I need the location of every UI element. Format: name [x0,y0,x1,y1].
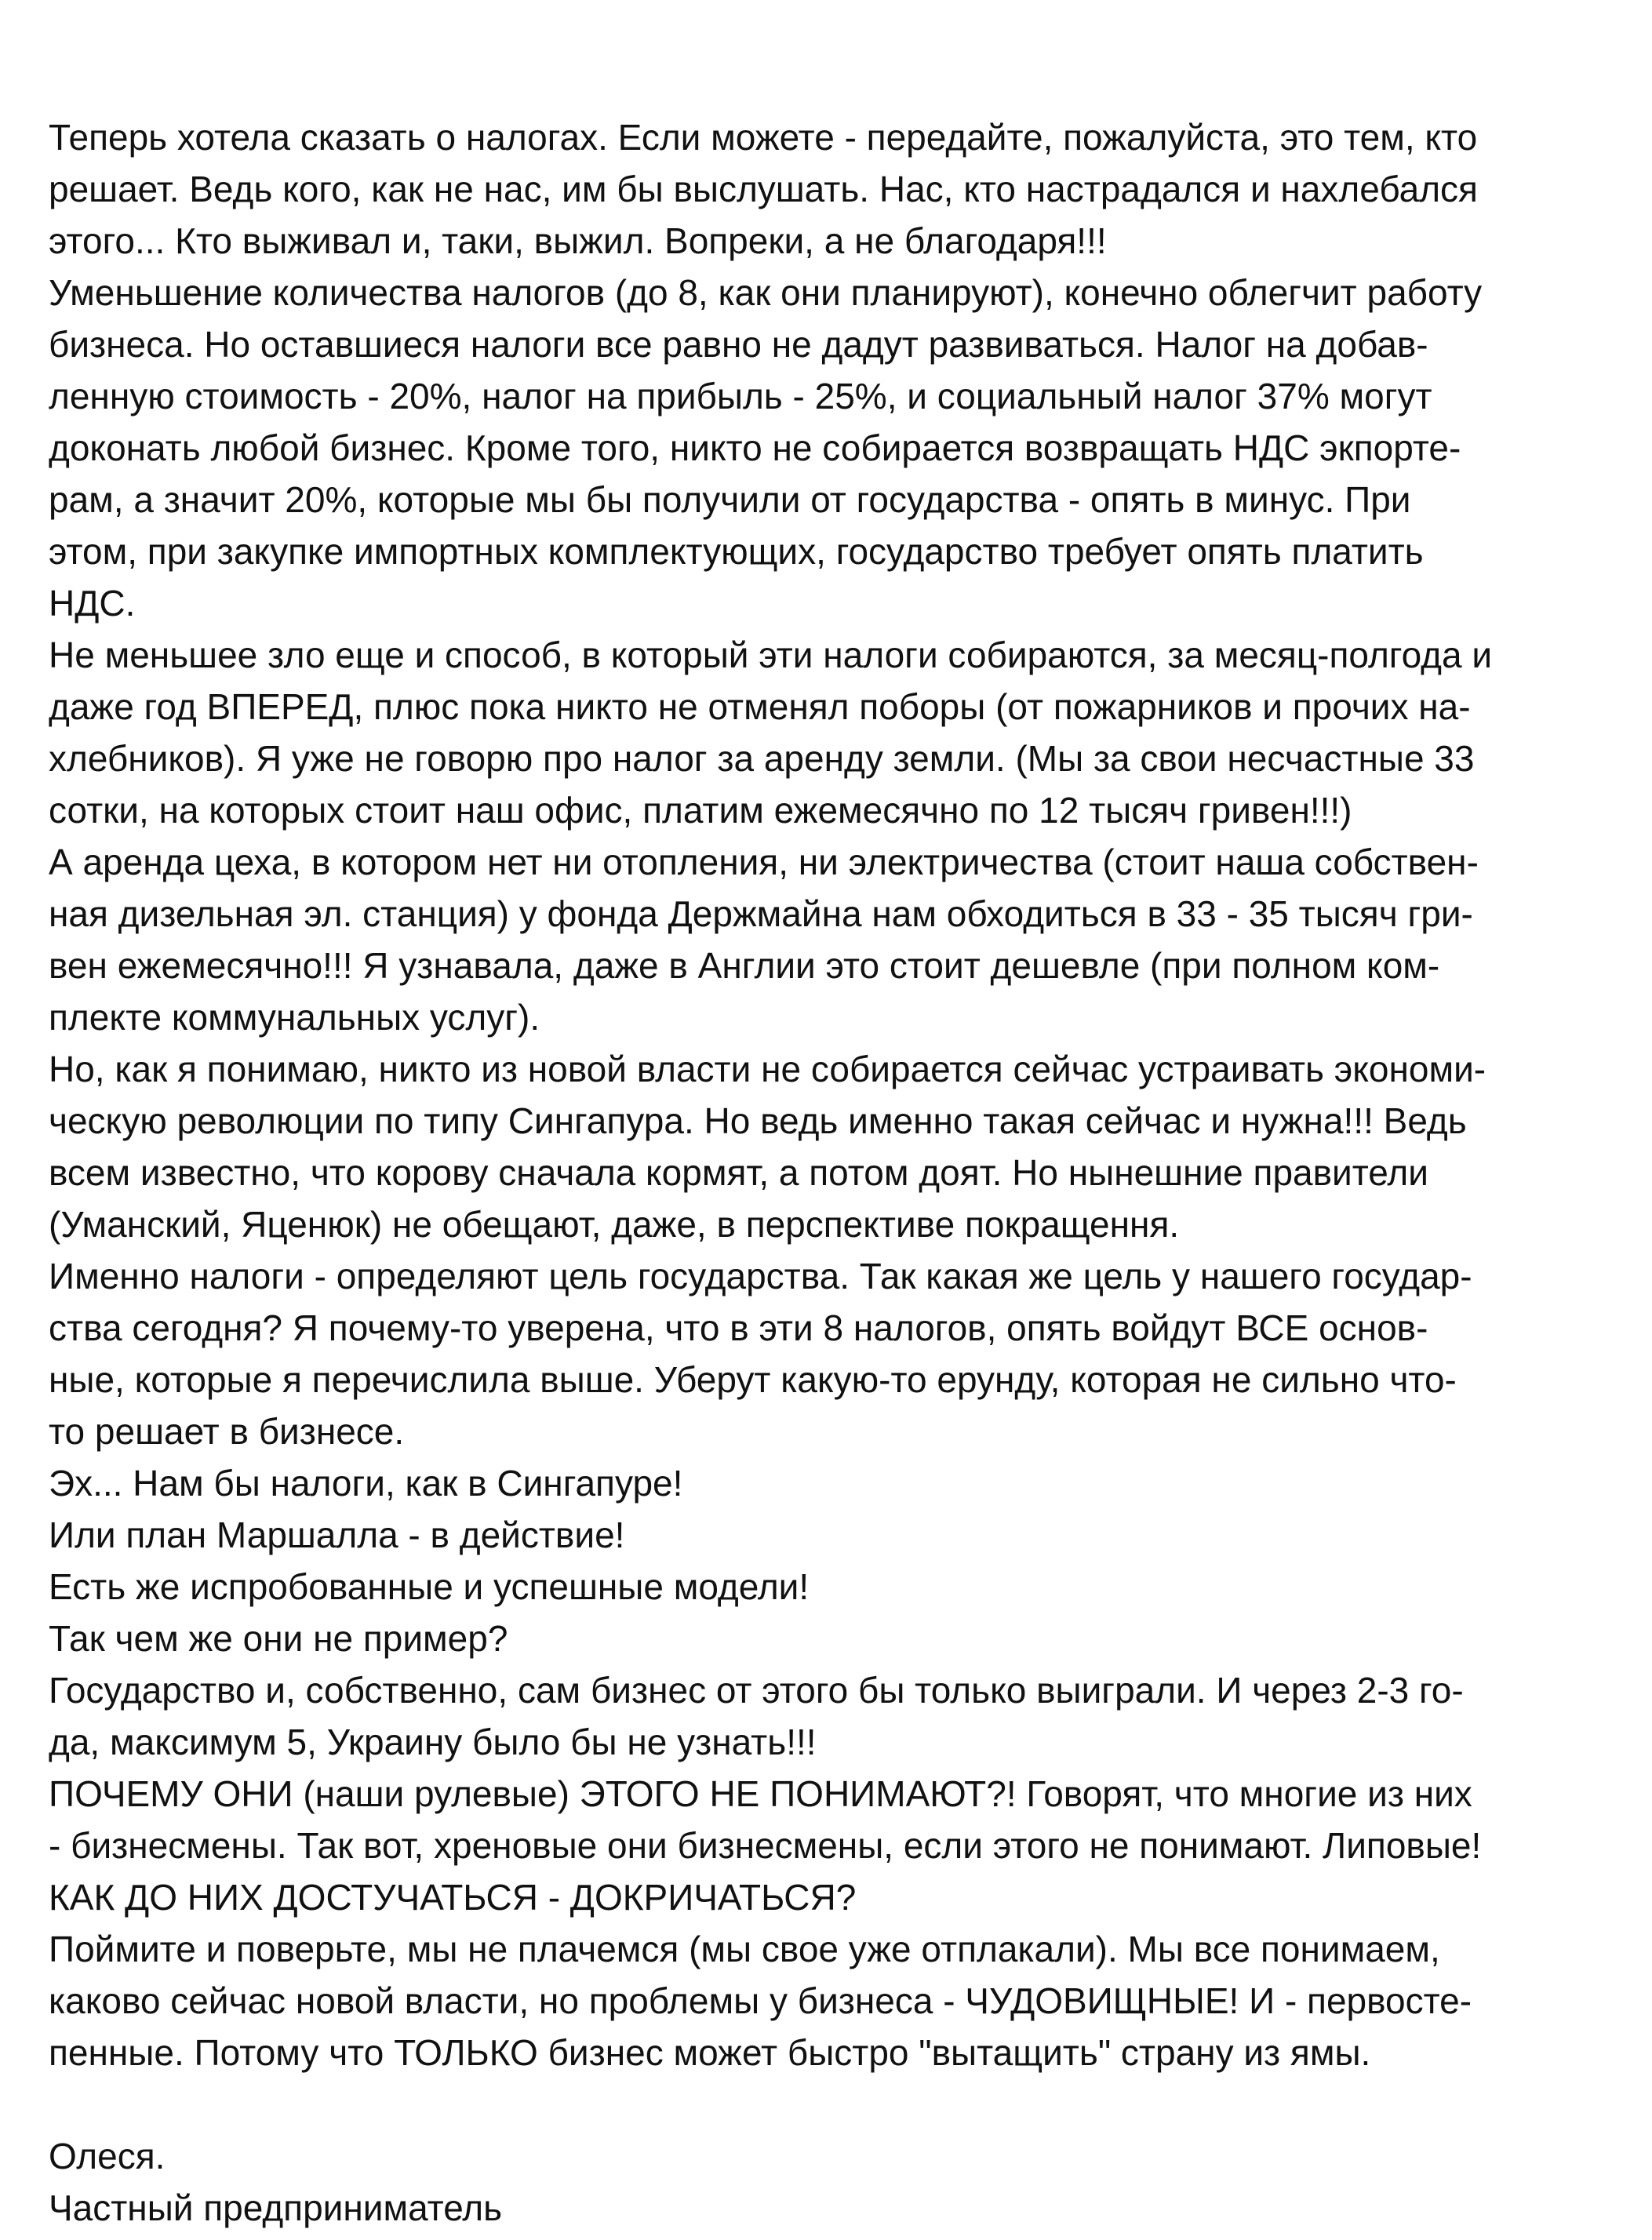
signature-name: Олеся. [49,2136,166,2176]
text-line: пенные. Потому что ТОЛЬКО бизнес может быстро "вытащить" страну из ямы. [49,2032,1371,2073]
text-line: - бизнесмены. Так вот, хреновые они бизнесмены, если этого не понимают. Липовые! [49,1825,1482,1866]
text-line: А аренда цеха, в котором нет ни отопления, ни электричества (стоит наша собствен- [49,842,1479,882]
text-line: Именно налоги - определяют цель государства. Так какая же цель у нашего государ- [49,1256,1472,1296]
text-line: ства сегодня? Я почему-то уверена, что в эти 8 налогов, опять войдут ВСЕ основ- [49,1307,1428,1348]
text-line: Теперь хотела сказать о налогах. Если можете - передайте, пожалуйста, это тем, кто [49,117,1478,158]
text-line: каково сейчас новой власти, но проблемы у бизнеса - ЧУДОВИЩНЫЕ! И - первосте- [49,1980,1472,2021]
text-line: Государство и, собственно, сам бизнес от этого бы только выиграли. И через 2-3 го- [49,1670,1464,1711]
letter-page [49,111,1625,2234]
text-line: КАК ДО НИХ ДОСТУЧАТЬСЯ - ДОКРИЧАТЬСЯ? [49,1877,857,1918]
text-line: Эх... Нам бы налоги, как в Сингапуре! [49,1463,683,1504]
text-line: плекте коммунальных услуг). [49,997,540,1038]
text-line: Поймите и поверьте, мы не плачемся (мы свое уже отплакали). Мы все понимаем, [49,1929,1440,1969]
letter-body [49,111,1625,2078]
text-line: ленную стоимость - 20%, налог на прибыль - 25%, и социальный налог 37% могут [49,376,1432,416]
text-line: (Уманский, Яценюк) не обещают, даже, в перспективе покращення. [49,1204,1180,1245]
text-line: даже год ВПЕРЕД, плюс пока никто не отменял поборы (от пожарников и прочих на- [49,686,1471,727]
text-line: этого... Кто выживал и, таки, выжил. Вопреки, а не благодаря!!! [49,220,1107,261]
text-line: доконать любой бизнес. Кроме того, никто не собирается возвращать НДС экпорте- [49,427,1461,468]
text-line: ные, которые я перечислила выше. Уберут какую-то ерунду, которая не сильно что- [49,1359,1457,1400]
signature-title: Частный предприниматель [49,2187,503,2228]
blank-line [49,2078,1625,2130]
text-line: Или план Маршалла - в действие! [49,1515,625,1555]
text-line: Но, как я понимаю, никто из новой власти не собирается сейчас устраивать экономи- [49,1049,1486,1089]
text-line: сотки, на которых стоит наш офис, платим ежемесячно по 12 тысяч гривен!!!) [49,790,1352,831]
text-line: Уменьшение количества налогов (до 8, как они планируют), конечно облегчит работу [49,272,1483,313]
text-line: Есть же испробованные и успешные модели! [49,1566,810,1607]
text-line: то решает в бизнесе. [49,1411,405,1452]
text-line: бизнеса. Но оставшиеся налоги все равно не дадут развиваться. Налог на добав- [49,324,1428,365]
text-line: всем известно, что корову сначала кормят, а потом доят. Но нынешние правители [49,1152,1428,1193]
text-line: НДС. [49,583,136,624]
text-line: да, максимум 5, Украину было бы не узнать!!! [49,1722,817,1762]
text-line: решает. Ведь кого, как не нас, им бы выслушать. Нас, кто настрадался и нахлебался [49,169,1478,209]
text-line: ческую революции по типу Сингапура. Но ведь именно такая сейчас и нужна!!! Ведь [49,1100,1467,1141]
text-line: этом, при закупке импортных комплектующих, государство требует опять платить [49,531,1424,572]
text-line: Не меньшее зло еще и способ, в который эти налоги собираются, за месяц-полгода и [49,635,1493,675]
text-line: рам, а значит 20%, которые мы бы получили от государства - опять в минус. При [49,479,1411,520]
text-line: ная дизельная эл. станция) у фонда Держмайна нам обходиться в 33 - 35 тысяч гри- [49,893,1473,934]
text-line: хлебников). Я уже не говорю про налог за аренду земли. (Мы за свои несчастные 33 [49,738,1475,779]
text-line: Так чем же они не пример? [49,1618,508,1659]
text-line: ПОЧЕМУ ОНИ (наши рулевые) ЭТОГО НЕ ПОНИМАЮТ?! Говорят, что многие из них [49,1773,1472,1814]
text-line: вен ежемесячно!!! Я узнавала, даже в Англии это стоит дешевле (при полном ком- [49,945,1440,986]
